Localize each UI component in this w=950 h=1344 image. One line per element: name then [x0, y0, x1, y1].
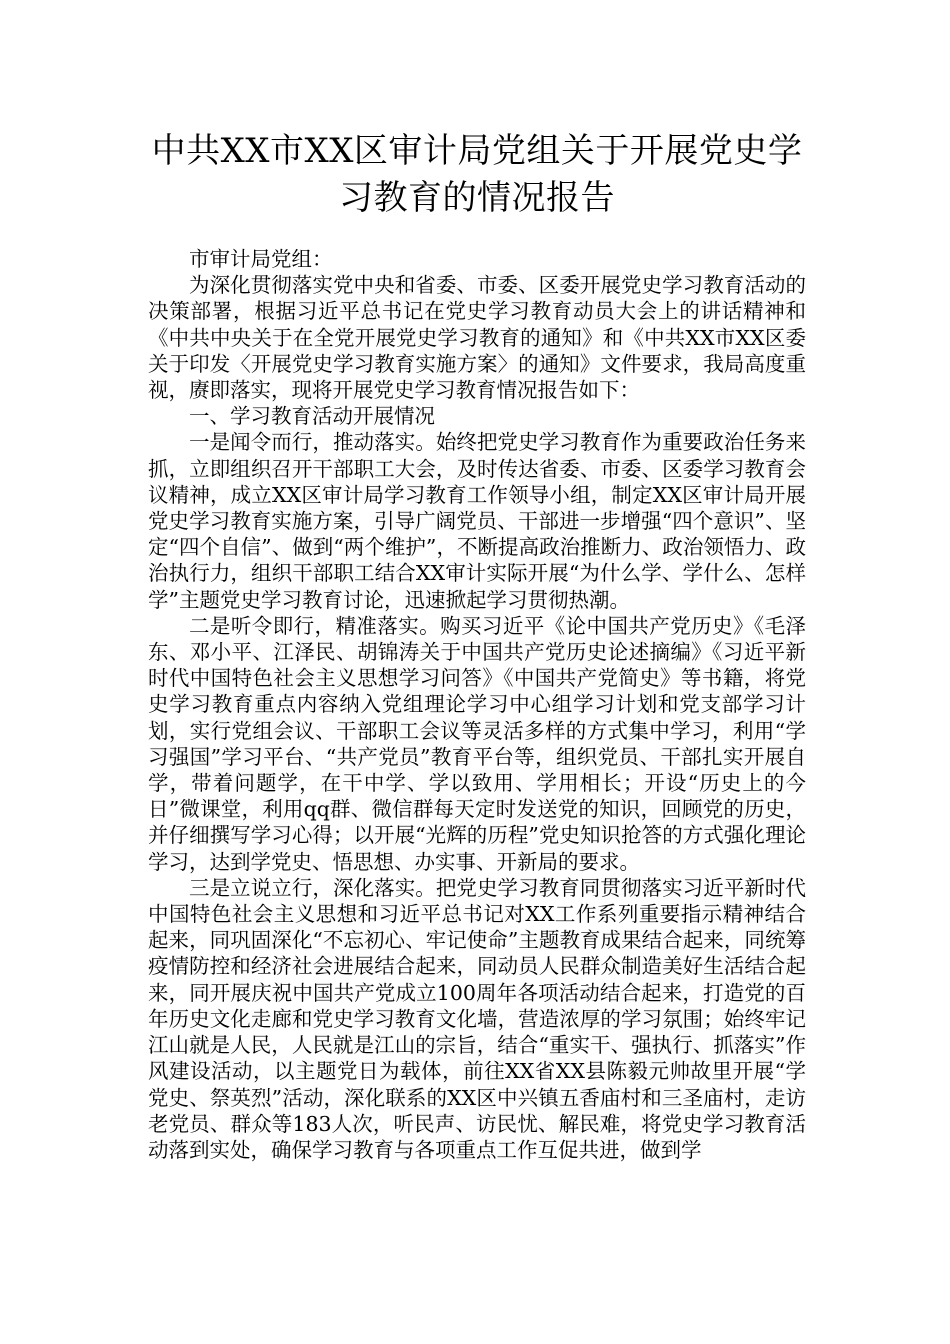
paragraph-3: 三是立说立行，深化落实。把党史学习教育同贯彻落实习近平新时代中国特色社会主义思想和习近平总书记对XX工作系列重要指示精神结合起来，同巩固深化“不忘初心、牢记使命”主题教育成果结合起来，同统筹疫情防控和经济社会进展结合起来，同动员人民群众制造美好生活结合起来，同开展庆祝中国共产党成立100周年各项活动结合起来，打造党的百年历史文化走廊和党史学习教育文化墙，营造浓厚的学习氛围；始终牢记江山就是人民，人民就是江山的宗旨，结合“重实干、强执行、抓落实”作风建设活动，以主题党日为载体，前往XX省XX县陈毅元帅故里开展“学党史、祭英烈”活动，深化联系的XX区中兴镇五香庙村和三圣庙村，走访老党员、群众等183人次，听民声、访民忧、解民难，将党史学习教育活动落到实处，确保学习教育与各项重点工作互促共进，做到学 — [148, 875, 806, 1162]
paragraph-2: 二是听令即行，精准落实。购买习近平《论中国共产党历史》《毛泽东、邓小平、江泽民、胡锦涛关于中国共产党历史论述摘编》《习近平新时代中国特色社会主义思想学习问答》《中国共产党简史》等书籍，将党史学习教育重点内容纳入党组理论学习中心组学习计划和党支部学习计划，实行党组会议、干部职工会议等灵活多样的方式集中学习，利用“学习强国”学习平台、“共产党员”教育平台等，组织党员、干部扎实开展自学，带着问题学，在干中学、学以致用、学用相长；开设“历史上的今日”微课堂，利用qq群、微信群每天定时发送党的知识，回顾党的历史，并仔细撰写学习心得；以开展“光辉的历程”党史知识抢答的方式强化理论学习，达到学党史、悟思想、办实事、开新局的要求。 — [148, 613, 806, 874]
intro-paragraph: 为深化贯彻落实党中央和省委、市委、区委开展党史学习教育活动的决策部署，根据习近平总书记在党史学习教育动员大会上的讲话精神和《中共中央关于在全党开展党史学习教育的通知》和《中共XX市XX区委关于印发〈开展党史学习教育实施方案〉的通知》文件要求，我局高度重视，赓即落实，现将开展党史学习教育情况报告如下： — [148, 273, 806, 403]
section-heading-1: 一、学习教育活动开展情况 — [189, 404, 435, 429]
paragraph-1: 一是闻令而行，推动落实。始终把党史学习教育作为重要政治任务来抓，立即组织召开干部职工大会，及时传达省委、市委、区委学习教育会议精神，成立XX区审计局学习教育工作领导小组，制定XX区审计局开展党史学习教育实施方案，引导广阔党员、干部进一步增强“四个意识”、坚定“四个自信”、做到“两个维护”，不断提高政治推断力、政治领悟力、政治执行力，组织干部职工结合XX审计实际开展“为什么学、学什么、怎样学”主题党史学习教育讨论，迅速掀起学习贯彻热潮。 — [148, 430, 806, 612]
title-line-1: 中共XX市XX区审计局党组关于开展党史学 — [151, 131, 803, 171]
salutation: 市审计局党组： — [189, 247, 333, 271]
document-page — [148, 128, 806, 1163]
title-line-2: 习教育的情况报告 — [339, 178, 615, 218]
document-title — [148, 128, 806, 222]
